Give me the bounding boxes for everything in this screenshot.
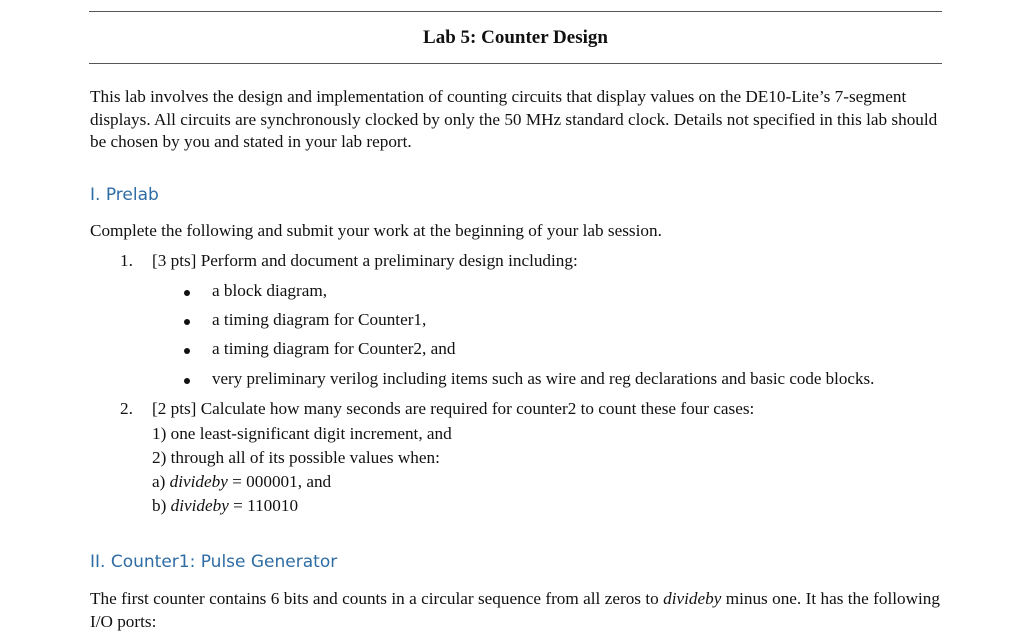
bullet-item: a timing diagram for Counter1, [212,310,427,329]
page-title: Lab 5: Counter Design [423,27,608,48]
intro-paragraph: This lab involves the design and implementation of counting circuits that display values on the DE10-Lite’s 7-segment displays. All circuits are synchronously clocked by only the 50 MHz standard clock. Details not specified in this lab should be chosen by you and stated in your lab report. [90,87,938,151]
bullet-icon [184,348,190,354]
item2-text: [2 pts] Calculate how many seconds are required for counter2 to count these four cases: [152,399,755,418]
case-a-value: = 000001, and [227,472,332,491]
item2-case2: 2) through all of its possible values when: [152,448,440,467]
item2-case1: 1) one least-significant digit increment, and [152,424,452,443]
bullet-icon [184,378,190,384]
bullet-item: a timing diagram for Counter2, and [212,339,456,358]
case-a-prefix: a) [152,472,170,491]
case-a-variable: divideby [169,472,228,491]
item1-text: [3 pts] Perform and document a preliminary design including: [152,251,578,270]
counter1-variable: divideby [663,589,722,608]
title-rule [89,63,942,64]
counter1-paragraph [90,588,940,633]
item2-case-a [152,472,331,492]
counter1-text-end: minus one. It has the following I/O ports: [90,589,940,631]
counter1-heading: II. Counter1: Pulse Generator [90,552,338,572]
bullet-icon [184,319,190,325]
prelab-lead: Complete the following and submit your work at the beginning of your lab session. [90,221,662,240]
prelab-heading: I. Prelab [90,185,159,205]
top-rule [89,11,942,12]
case-b-value: = 110010 [228,496,299,515]
bullet-item: very preliminary verilog including items such as wire and reg declarations and basic code blocks. [212,369,875,388]
bullet-icon [184,290,190,296]
item1-number: 1. [120,251,133,270]
item2-case-b [152,496,298,516]
case-b-prefix: b) [152,496,171,515]
bullet-item: a block diagram, [212,281,328,300]
case-b-variable: divideby [170,496,229,515]
counter1-text-start: The first counter contains 6 bits and counts in a circular sequence from all zeros to [90,589,664,608]
item2-number: 2. [120,399,133,418]
